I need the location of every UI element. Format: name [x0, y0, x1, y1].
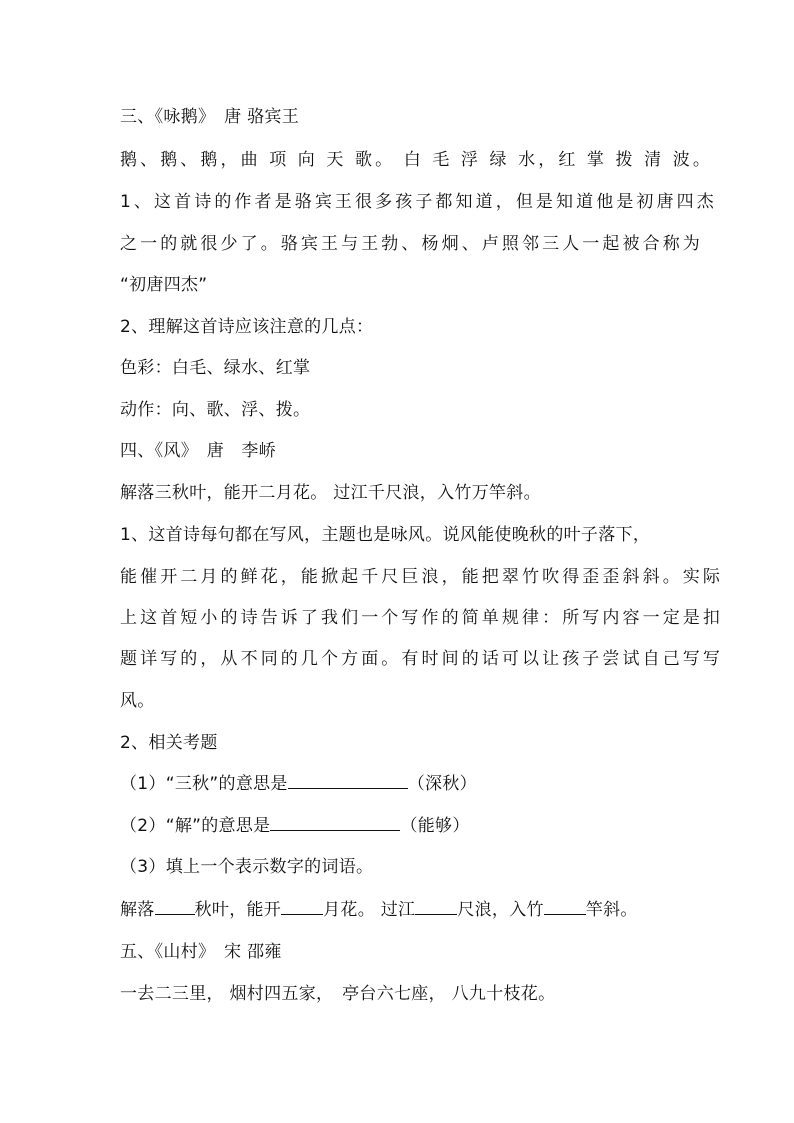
poem-text-1: 鹅、鹅、鹅，曲 项 向 天 歌。 白 毛 浮 绿 水，红 掌 拨 清 波。: [120, 150, 713, 170]
paragraph-line: 之一的就很少了。骆宾王与王勃、杨炯、卢照邻三人一起被合称为: [120, 234, 703, 254]
paragraph-line: 上这首短小的诗告诉了我们一个写作的简单规律：所写内容一定是扣: [120, 608, 723, 628]
question-3: （3）填上一个表示数字的词语。: [120, 857, 374, 877]
fill-text: 竿斜。: [585, 900, 638, 920]
paragraph-line: “初唐四杰”: [120, 275, 208, 295]
answer-blank[interactable]: [288, 772, 408, 789]
paragraph-line: 色彩：白毛、绿水、红掌: [120, 358, 311, 378]
poem-text-2: 解落三秋叶，能开二月花。 过江千尺浪，入竹万竿斜。: [120, 483, 541, 503]
answer-text: （深秋）: [407, 774, 477, 794]
fill-blank[interactable]: [415, 898, 457, 915]
paragraph-line: 1、这首诗的作者是骆宾王很多孩子都知道，但是知道他是初唐四杰: [120, 192, 717, 212]
poem-text-3: 一去二三里， 烟村四五家， 亭台六七座， 八九十枝花。: [120, 984, 556, 1004]
question-text: （1）“三秋”的意思是: [120, 774, 288, 794]
fill-text: 解落: [120, 900, 155, 920]
poem-heading-1: 三、《咏鹅》 唐 骆宾王: [120, 107, 300, 127]
poem-heading-3: 五、《山村》 宋 邵雍: [120, 942, 282, 962]
paragraph-line: 能催开二月的鲜花，能掀起千尺巨浪，能把翠竹吹得歪歪斜斜。实际: [120, 567, 723, 587]
section-heading: 2、相关考题: [120, 733, 218, 753]
paragraph-line: 风。: [120, 691, 155, 711]
answer-blank[interactable]: [270, 814, 400, 831]
section-heading: 2、理解这首诗应该注意的几点：: [120, 317, 374, 337]
paragraph-line: 题详写的，从不同的几个方面。有时间的话可以让孩子尝试自己写写: [120, 649, 723, 669]
paragraph-line: 动作：向、歌、浮、拨。: [120, 400, 311, 420]
fill-blank[interactable]: [544, 898, 586, 915]
question-1: [120, 772, 680, 796]
answer-text: （能够）: [400, 816, 470, 836]
poem-heading-2: 四、《风》 唐 李峤: [120, 441, 276, 461]
fill-text: 尺浪，入竹: [457, 900, 544, 920]
paragraph-line: 1、这首诗每句都在写风，主题也是咏风。说风能使晚秋的叶子落下，: [120, 525, 651, 545]
question-text: （2）“解”的意思是: [120, 816, 271, 836]
fill-in-line: [120, 898, 680, 922]
fill-text: 月花。 过江: [323, 900, 416, 920]
fill-text: 秋叶，能开: [194, 900, 282, 920]
question-2: [120, 814, 680, 838]
fill-blank[interactable]: [281, 898, 323, 915]
fill-blank[interactable]: [155, 898, 195, 915]
